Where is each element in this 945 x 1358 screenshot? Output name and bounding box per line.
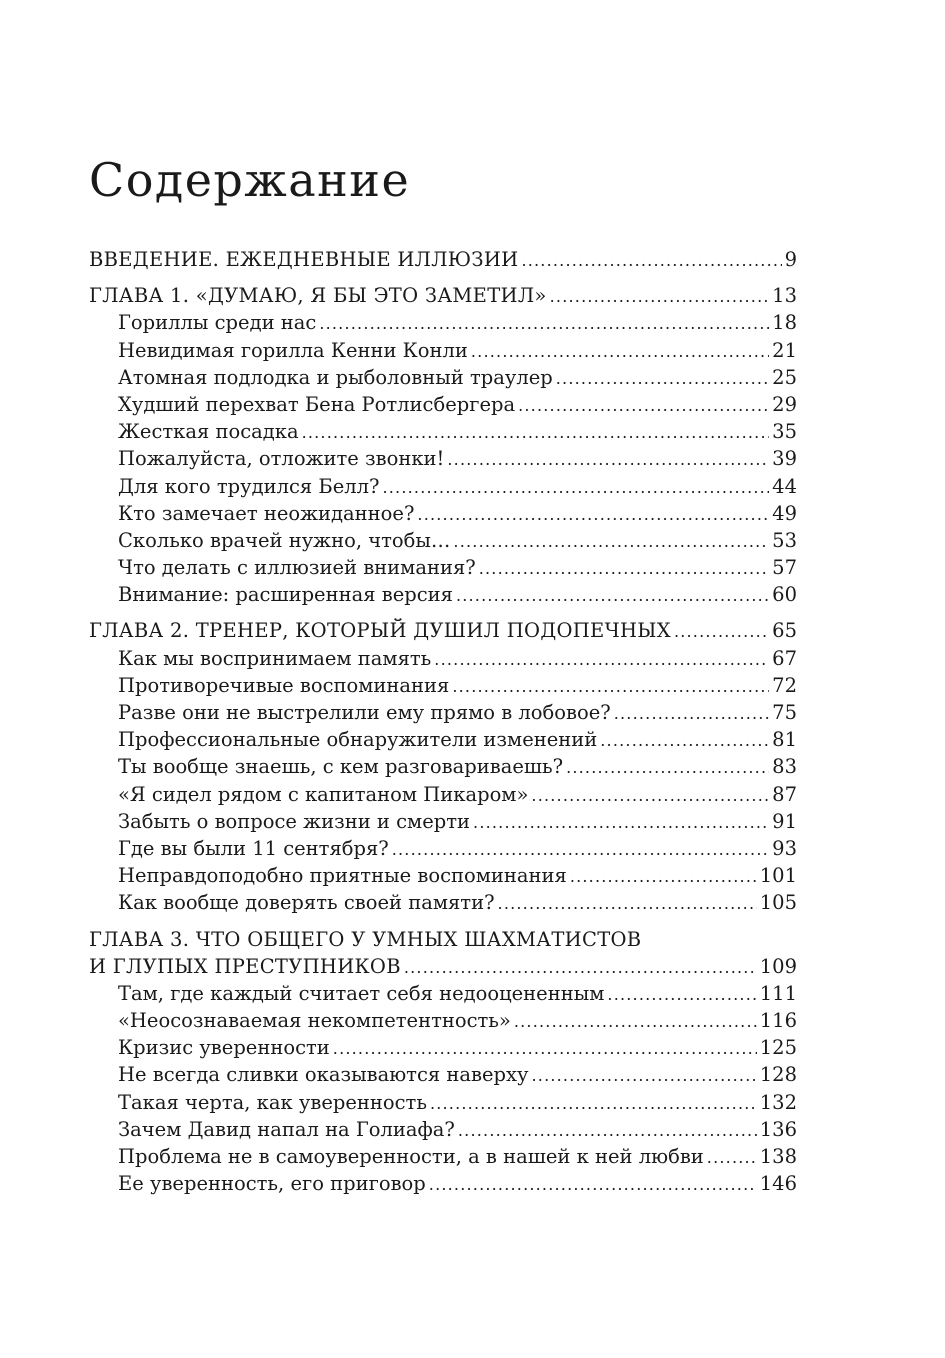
- dot-leader: [429, 1171, 757, 1198]
- toc-subentry[interactable]: [89, 1061, 797, 1088]
- toc-page-number: 57: [772, 556, 797, 580]
- dot-leader: [674, 618, 769, 645]
- toc-page-number: 132: [759, 1090, 797, 1114]
- toc-subentry[interactable]: [89, 645, 797, 672]
- dot-leader: [333, 1035, 757, 1062]
- dot-leader: [319, 310, 769, 337]
- toc-subentry-label: Противоречивые воспоминания: [118, 673, 450, 697]
- toc-entry-chapter-3-line-2[interactable]: [89, 953, 797, 980]
- toc-subentry-label: Как вообще доверять своей памяти?: [118, 891, 495, 915]
- toc-page-number: 13: [772, 284, 797, 308]
- toc-page-number: 93: [772, 836, 797, 860]
- toc-subentry[interactable]: [89, 1116, 797, 1143]
- dot-leader: [479, 555, 769, 582]
- toc-page-number: 44: [772, 474, 797, 498]
- toc-subentry-label: Что делать с иллюзией внимания?: [118, 556, 476, 580]
- toc-subentry[interactable]: [89, 1143, 797, 1170]
- dot-leader: [452, 673, 769, 700]
- toc-page-number: 53: [772, 528, 797, 552]
- toc-page-number: 67: [772, 646, 797, 670]
- dot-leader: [458, 1117, 757, 1144]
- toc-subentry-label: Где вы были 11 сентября?: [118, 836, 389, 860]
- toc-page-number: 111: [759, 981, 797, 1005]
- dot-leader: [556, 365, 769, 392]
- dot-leader: [570, 863, 757, 890]
- toc-page-number: 83: [772, 755, 797, 779]
- toc-subentry[interactable]: [89, 1170, 797, 1197]
- toc-entry-chapter-1[interactable]: [89, 282, 797, 309]
- toc-subentry[interactable]: [89, 554, 797, 581]
- toc-page-number: 35: [772, 420, 797, 444]
- toc-subentry[interactable]: [89, 808, 797, 835]
- toc-page-number: 21: [772, 338, 797, 362]
- toc-subentry-label: Худший перехват Бена Ротлисбергера: [118, 392, 516, 416]
- toc-section-chapter-1: [89, 282, 797, 608]
- toc-subentry[interactable]: [89, 527, 797, 554]
- toc-subentry[interactable]: [89, 473, 797, 500]
- toc-subentry-label: Кризис уверенности: [118, 1036, 330, 1060]
- toc-subentry[interactable]: [89, 781, 797, 808]
- toc-subentry-label: Кто замечает неожиданное?: [118, 501, 415, 525]
- toc-subentry-label: Ты вообще знаешь, с кем разговариваешь?: [118, 755, 564, 779]
- toc-subentry-label: Пожалуйста, отложите звонки!: [118, 447, 445, 471]
- dot-leader: [600, 727, 769, 754]
- toc-subentry-label: Внимание: расширенная версия: [118, 583, 453, 607]
- toc-subentry-label: Профессиональные обнаружители изменений: [118, 728, 598, 752]
- toc-subentry-label: Невидимая горилла Кенни Конли: [118, 338, 468, 362]
- dot-leader: [404, 954, 757, 981]
- toc-subentry[interactable]: [89, 1007, 797, 1034]
- toc-page-number: 116: [759, 1009, 797, 1033]
- toc-subentry-label: «Неосознаваемая некомпетентность»: [118, 1009, 511, 1033]
- toc-page-number: 65: [772, 619, 797, 643]
- toc-subentry[interactable]: [89, 1089, 797, 1116]
- toc-subentry[interactable]: [89, 1034, 797, 1061]
- toc-subentry[interactable]: [89, 672, 797, 699]
- toc-subentry[interactable]: [89, 364, 797, 391]
- dot-leader: [550, 283, 770, 310]
- toc-page-number: 49: [772, 501, 797, 525]
- toc-subentry[interactable]: [89, 418, 797, 445]
- toc-subentry-label: Проблема не в самоуверенности, а в нашей к ней любви: [118, 1145, 704, 1168]
- toc-page-number: 9: [784, 248, 797, 271]
- toc-page-number: 60: [772, 583, 797, 607]
- dot-leader: [392, 836, 769, 863]
- toc-entry-chapter-3-line-1[interactable]: [89, 926, 797, 953]
- dot-leader: [471, 338, 769, 365]
- toc-section-intro: [89, 246, 797, 273]
- toc-section-chapter-2: [89, 617, 797, 916]
- toc-page-number: 72: [772, 673, 797, 697]
- toc-page-number: 91: [772, 809, 797, 833]
- dot-leader: [566, 754, 769, 781]
- page-title: Содержание: [89, 153, 411, 207]
- toc-page-number: 109: [759, 954, 797, 978]
- toc-subentry[interactable]: [89, 753, 797, 780]
- toc-subentry-label: Для кого трудился Белл?: [118, 474, 380, 498]
- toc-page-number: 146: [759, 1172, 797, 1196]
- toc-entry-label: ГЛАВА 1. «ДУМАЮ, Я БЫ ЭТО ЗАМЕТИЛ»: [89, 284, 547, 308]
- toc-subentry[interactable]: [89, 337, 797, 364]
- dot-leader: [434, 646, 769, 673]
- toc-subentry[interactable]: [89, 309, 797, 336]
- toc-subentry[interactable]: [89, 391, 797, 418]
- dot-leader: [532, 1062, 757, 1089]
- toc-page-number: 105: [759, 891, 797, 915]
- toc-subentry-label: Жесткая посадка: [118, 420, 299, 444]
- dot-leader: [607, 981, 756, 1008]
- toc-entry-label: ГЛАВА 2. ТРЕНЕР, КОТОРЫЙ ДУШИЛ ПОДОПЕЧНЫХ: [89, 619, 671, 643]
- toc-subentry-label: Забыть о вопросе жизни и смерти: [118, 809, 471, 833]
- toc-subentry-label: «Я сидел рядом с капитаном Пикаром»: [118, 782, 529, 806]
- dot-leader: [473, 809, 769, 836]
- toc-page-number: 18: [772, 311, 797, 335]
- toc-entry-intro[interactable]: [89, 246, 797, 273]
- dot-leader: [514, 1008, 757, 1035]
- dot-leader: [382, 474, 769, 501]
- table-of-contents: [89, 246, 797, 1197]
- toc-page-number: 125: [759, 1036, 797, 1060]
- dot-leader: [430, 1090, 757, 1117]
- dot-leader: [518, 392, 769, 419]
- dot-leader: [531, 782, 769, 809]
- dot-leader: [447, 446, 769, 473]
- toc-page-number: 75: [772, 701, 797, 724]
- toc-subentry[interactable]: [89, 581, 797, 608]
- dot-leader: [456, 582, 769, 609]
- toc-entry-label: И ГЛУПЫХ ПРЕСТУПНИКОВ: [89, 954, 401, 978]
- toc-subentry[interactable]: [89, 980, 797, 1007]
- toc-page-number: 25: [772, 365, 797, 389]
- dot-leader: [614, 700, 769, 727]
- toc-subentry-label: Не всегда сливки оказываются наверху: [118, 1063, 529, 1087]
- dot-leader: [521, 247, 781, 274]
- toc-entry-label: ГЛАВА 3. ЧТО ОБЩЕГО У УМНЫХ ШАХМАТИСТОВ: [89, 927, 642, 951]
- toc-subentry-label: Ее уверенность, его приговор: [118, 1172, 426, 1196]
- toc-subentry[interactable]: [89, 500, 797, 527]
- toc-subentry[interactable]: [89, 726, 797, 753]
- toc-subentry-label: Как мы воспринимаем память: [118, 646, 432, 670]
- toc-subentry-label: Неправдоподобно приятные воспоминания: [118, 864, 567, 888]
- toc-entry-chapter-2[interactable]: [89, 617, 797, 644]
- toc-subentry-label: Сколько врачей нужно, чтобы…: [118, 528, 451, 552]
- dot-leader: [417, 501, 769, 528]
- toc-subentry[interactable]: [89, 889, 797, 916]
- toc-page-number: 101: [759, 864, 797, 888]
- toc-subentry-label: Зачем Давид напал на Голиафа?: [118, 1117, 455, 1141]
- toc-entry-label: ВВЕДЕНИЕ. ЕЖЕДНЕВНЫЕ ИЛЛЮЗИИ: [89, 248, 519, 271]
- dot-leader: [707, 1144, 757, 1171]
- dot-leader: [453, 528, 769, 555]
- dot-leader: [302, 419, 770, 446]
- toc-page-number: 81: [772, 728, 797, 752]
- toc-subentry-label: Разве они не выстрелили ему прямо в лобовое?: [118, 701, 611, 724]
- toc-subentry[interactable]: [89, 862, 797, 889]
- dot-leader: [498, 890, 757, 917]
- toc-page-number: 138: [759, 1145, 797, 1168]
- toc-subentry-label: Такая черта, как уверенность: [118, 1090, 427, 1114]
- toc-subentry-label: Там, где каждый считает себя недооцененным: [118, 981, 605, 1005]
- toc-page-number: 29: [772, 392, 797, 416]
- toc-subentry[interactable]: [89, 835, 797, 862]
- toc-subentry-label: Атомная подлодка и рыболовный траулер: [118, 365, 553, 389]
- toc-subentry[interactable]: [89, 699, 797, 726]
- toc-page-number: 128: [759, 1063, 797, 1087]
- toc-page-number: 136: [759, 1117, 797, 1141]
- toc-page-number: 87: [772, 782, 797, 806]
- toc-subentry[interactable]: [89, 445, 797, 472]
- toc-page-number: 39: [772, 447, 797, 471]
- toc-section-chapter-3: [89, 926, 797, 1198]
- toc-subentry-label: Гориллы среди нас: [118, 311, 317, 335]
